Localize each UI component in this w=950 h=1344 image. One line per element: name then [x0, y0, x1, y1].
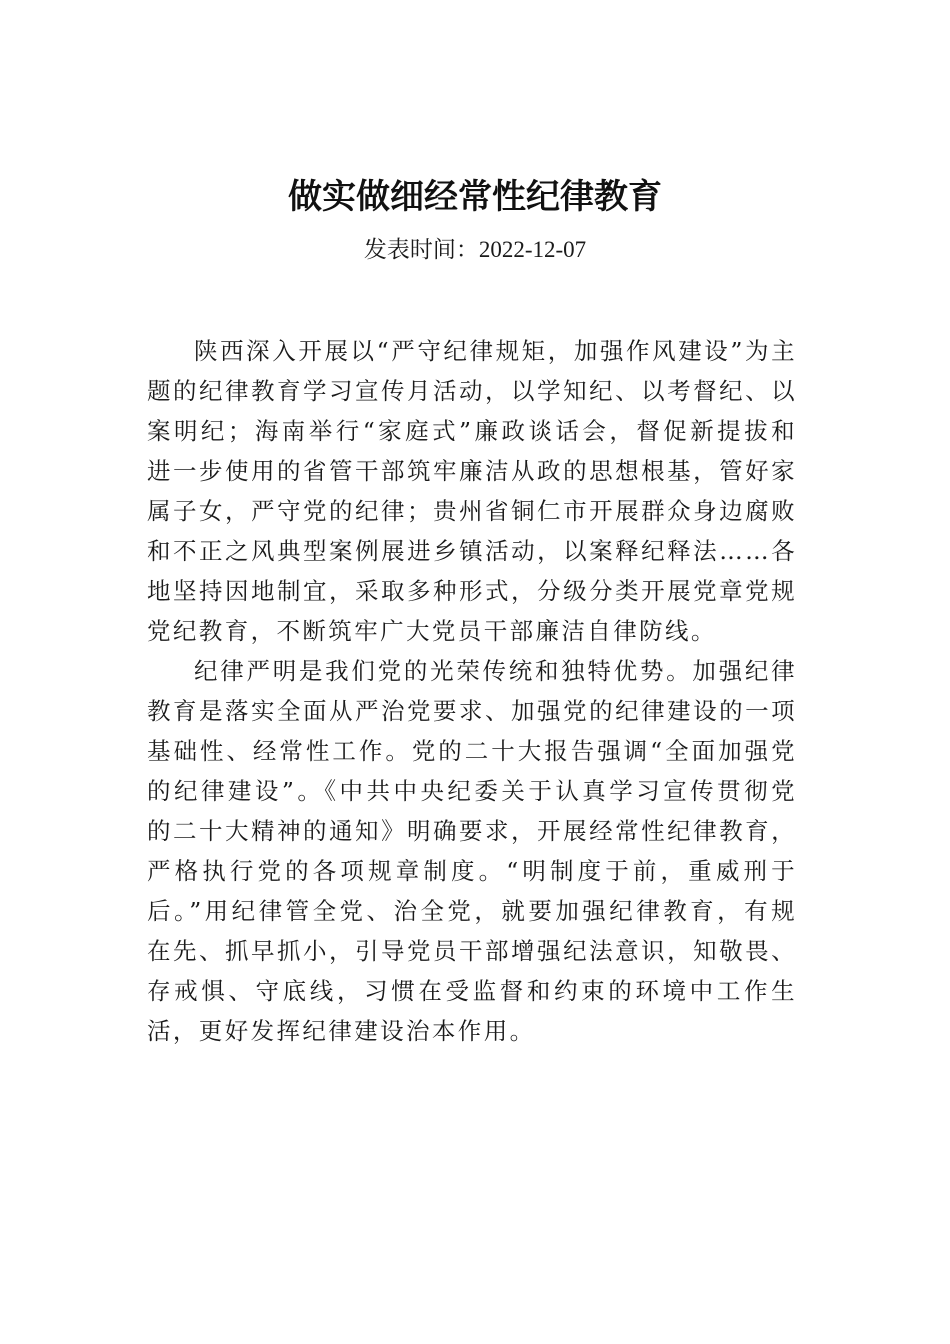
publish-date: 发表时间：2022-12-07 [363, 237, 587, 262]
paragraph: 纪律严明是我们党的光荣传统和独特优势。加强纪律教育是落实全面从严治党要求、加强党的纪律建设的一项基础性、经常性工作。党的二十大报告强调“全面加强党的纪律建设”。《中共中央纪委关于认真学习宣传贯彻党的二十大精神的通知》明确要求，开展经常性纪律教育，严格执行党的各项规章制度。“明制度于前，重威刑于后。”用纪律管全党、治全党，就要加强纪律教育，有规在先、抓早抓小，引导党员干部增强纪法意识，知敬畏、存戒惧、守底线，习惯在受监督和约束的环境中工作生活，更好发挥纪律建设治本作用。 [147, 657, 797, 1045]
paragraph: 陕西深入开展以“严守纪律规矩，加强作风建设”为主题的纪律教育学习宣传月活动，以学知纪、以考督纪、以案明纪；海南举行“家庭式”廉政谈话会，督促新提拔和进一步使用的省管干部筑牢廉洁从政的思想根基，管好家属子女，严守党的纪律；贵州省铜仁市开展群众身边腐败和不正之风典型案例展进乡镇活动，以案释纪释法……各地坚持因地制宜，采取多种形式，分级分类开展党章党规党纪教育，不断筑牢广大党员干部廉洁自律防线。 [147, 337, 797, 645]
article-title: 做实做细经常性纪律教育 [288, 177, 662, 217]
article-body [147, 331, 797, 1051]
